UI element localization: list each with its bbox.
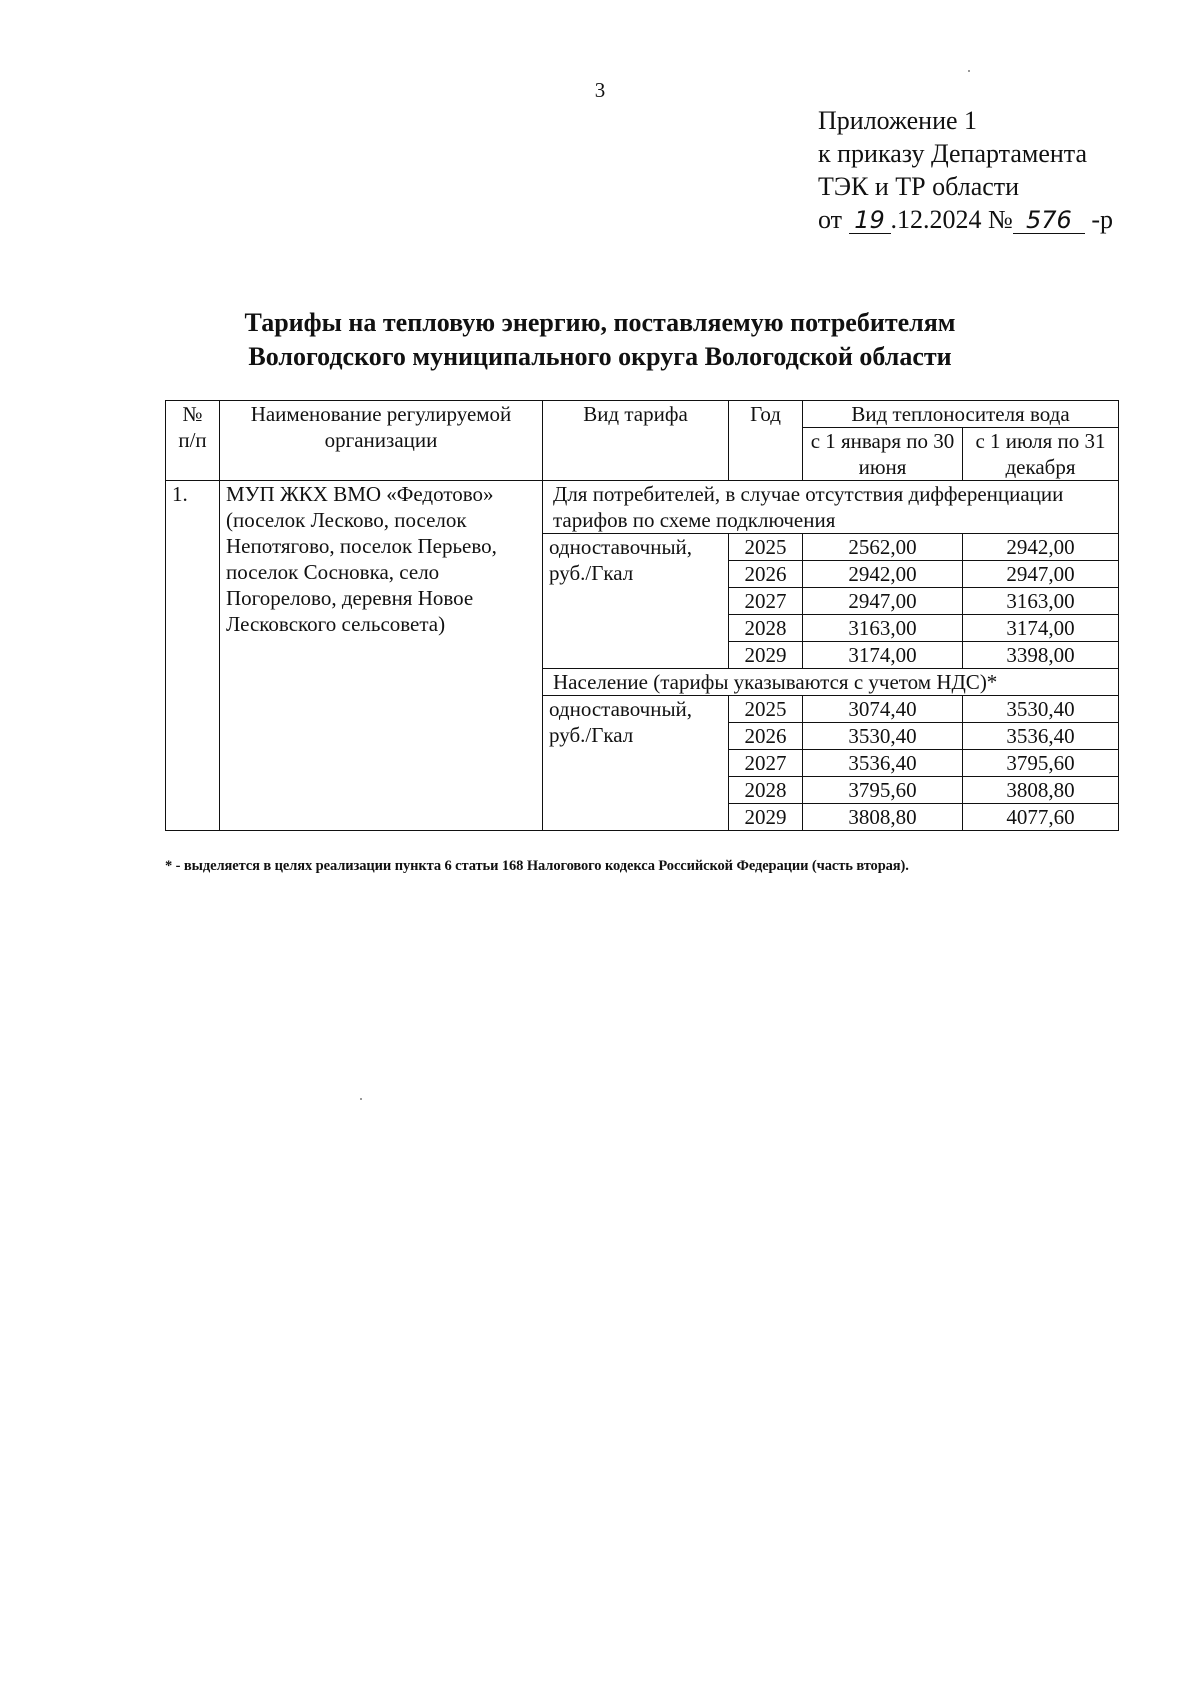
tariff-value-h2: 2947,00 [963,561,1119,588]
tariff-value-h1: 2942,00 [803,561,963,588]
page-number: 3 [594,78,606,102]
year-cell: 2029 [729,642,803,669]
appendix-line-1: Приложение 1 [818,106,978,135]
tariff-value-h2: 3795,60 [963,750,1119,777]
header-period-1: с 1 января по 30 июня [803,428,963,481]
year-cell: 2028 [729,777,803,804]
tariff-type: одноставочный, руб./Гкал [543,534,729,669]
year-cell: 2026 [729,561,803,588]
header-year: Год [729,401,803,481]
tariff-value-h1: 3163,00 [803,615,963,642]
header-row [166,401,1119,428]
category-label: Для потребителей, в случае отсутствия дифференциации тарифов по схеме подключения [543,481,1119,534]
tariff-value-h1: 2562,00 [803,534,963,561]
header-number: № п/п [166,401,220,481]
year-cell: 2028 [729,615,803,642]
header-period-2: с 1 июля по 31 декабря [963,428,1119,481]
category-label: Население (тарифы указываются с учетом НДС)* [543,669,1119,696]
header-organization: Наименование регулируемой организации [220,401,543,481]
tariff-value-h2: 4077,60 [963,804,1119,831]
scan-speck [360,1098,362,1100]
order-suffix: -р [1091,205,1114,234]
year-cell: 2025 [729,696,803,723]
tariff-value-h1: 3074,40 [803,696,963,723]
year-cell: 2027 [729,750,803,777]
tariff-value-h2: 3163,00 [963,588,1119,615]
tariff-value-h2: 3398,00 [963,642,1119,669]
tariff-value-h2: 3530,40 [963,696,1119,723]
tariff-table [165,400,1119,831]
date-day-handwritten: 19 [849,207,891,234]
tariff-value-h1: 3530,40 [803,723,963,750]
appendix-date-line [818,203,1113,236]
organization-name: МУП ЖКХ ВМО «Федотово» (поселок Лесково, поселок Непотягово, поселок Перьево, поселок Сосновка, село Погорелово, деревня Новое Лесковского сельсовета) [220,481,543,831]
tariff-value-h2: 2942,00 [963,534,1119,561]
tariff-type: одноставочный, руб./Гкал [543,696,729,831]
year-cell: 2029 [729,804,803,831]
scan-speck [968,70,970,72]
title-line-1: Тарифы на тепловую энергию, поставляемую потребителям [244,308,956,337]
tariff-value-h2: 3174,00 [963,615,1119,642]
order-number-handwritten: 576 [1013,207,1085,234]
appendix-line-2: к приказу Департамента [818,139,1088,168]
tariff-value-h1: 3174,00 [803,642,963,669]
date-prefix: от [818,205,843,234]
year-cell: 2027 [729,588,803,615]
appendix-header [818,104,1113,236]
tariff-value-h1: 3808,80 [803,804,963,831]
title-line-2: Вологодского муниципального округа Вологодской области [248,342,952,371]
date-rest: .12.2024 № [890,205,1013,234]
tariff-value-h1: 3795,60 [803,777,963,804]
document-title [0,306,1200,374]
year-cell: 2026 [729,723,803,750]
tariff-value-h2: 3536,40 [963,723,1119,750]
tariff-value-h2: 3808,80 [963,777,1119,804]
header-carrier: Вид теплоносителя вода [803,401,1119,428]
footnote: * - выделяется в целях реализации пункта 6 статьи 168 Налогового кодекса Российской Федерации (часть вторая). [165,858,909,874]
tariff-value-h1: 3536,40 [803,750,963,777]
tariff-value-h1: 2947,00 [803,588,963,615]
year-cell: 2025 [729,534,803,561]
header-tariff-type: Вид тарифа [543,401,729,481]
table-row [166,481,1119,534]
appendix-line-3: ТЭК и ТР области [818,172,1020,201]
row-number: 1. [166,481,220,831]
